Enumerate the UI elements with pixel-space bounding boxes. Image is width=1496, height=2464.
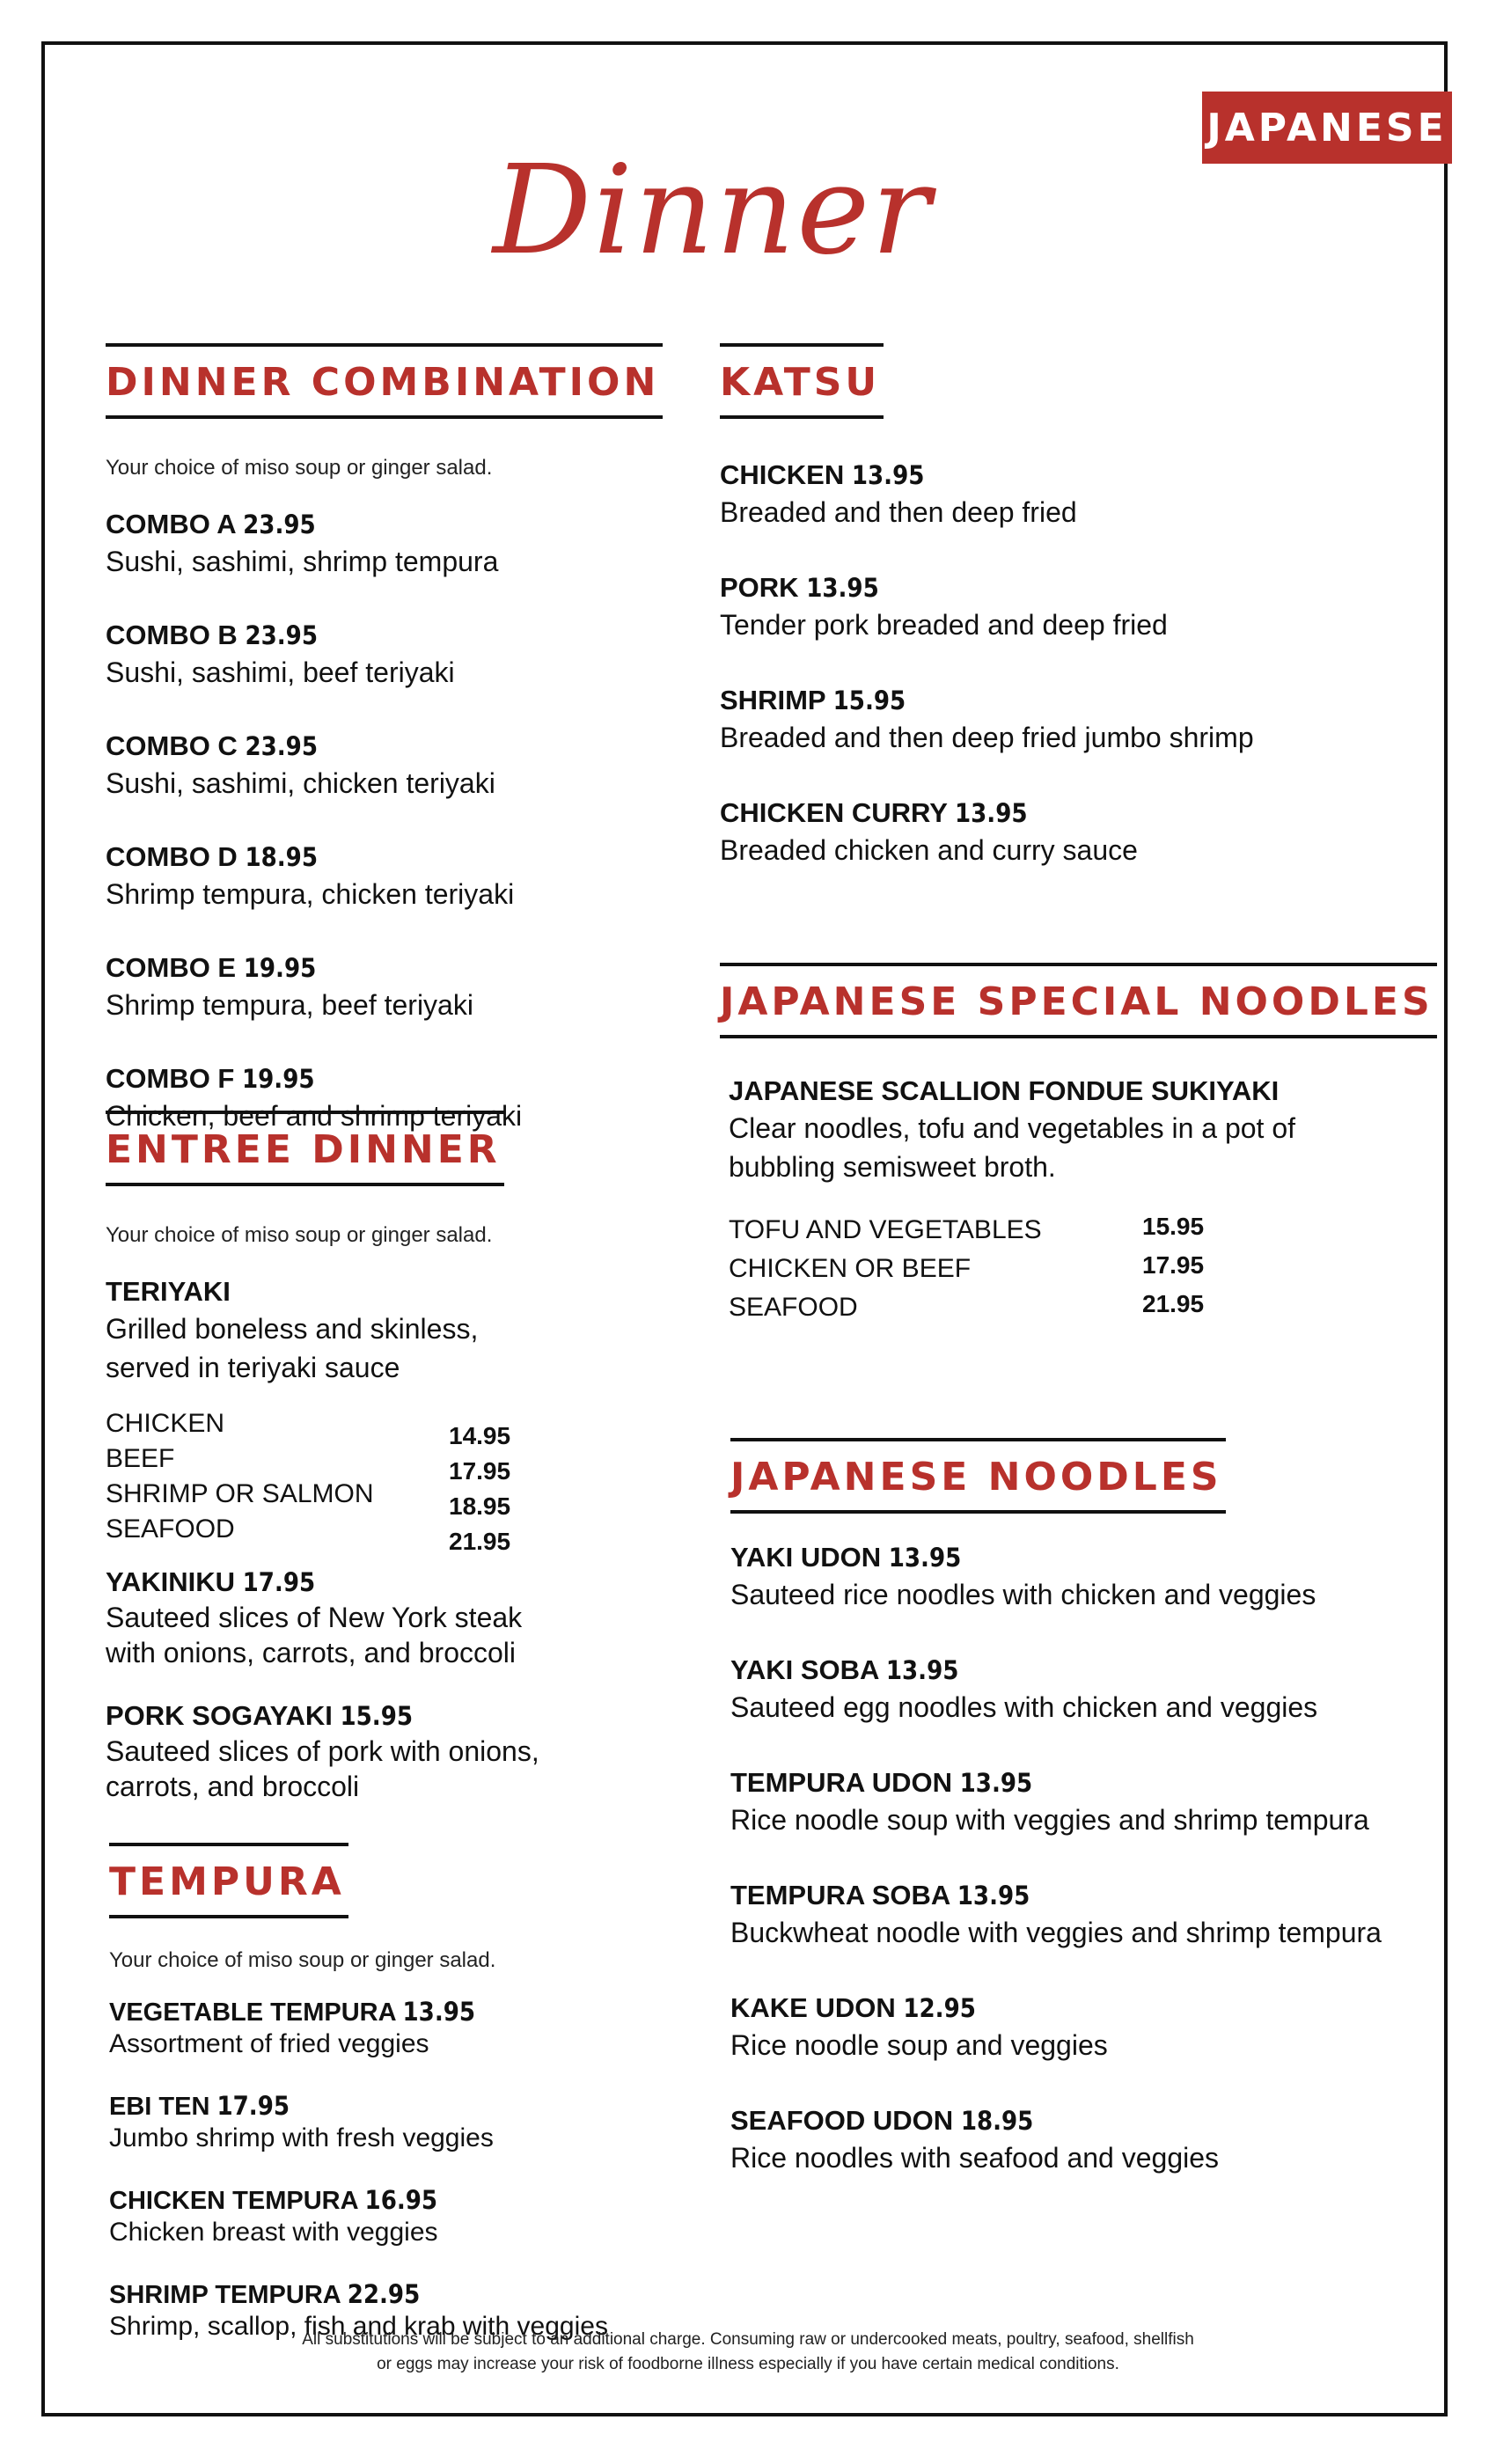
item-price: 15.95 [832,686,906,715]
item-price: 13.95 [402,1997,476,2027]
dinner-combination-section [106,343,678,1172]
menu-item [720,683,1406,757]
item-price: 19.95 [242,1064,315,1094]
dinner-combination-title: DINNER COMBINATION [106,343,663,419]
item-price: 13.95 [888,1543,962,1573]
option-price: 15.95 [1142,1213,1205,1240]
item-price: 12.95 [903,1993,976,2023]
menu-item [730,1765,1426,1839]
item-name: JAPANESE SCALLION FONDUE SUKIYAKI [729,1075,1280,1106]
menu-item [730,1878,1426,1952]
option-label: SEAFOOD [729,1293,858,1322]
item-name: PORK [720,572,799,603]
item-desc: Chicken, beef and shrimp teriyaki [106,1100,523,1132]
item-price: 19.95 [243,953,317,983]
item-name: COMBO E [106,952,237,983]
item-desc: Clear noodles, tofu and vegetables in a pot of [729,1112,1295,1144]
item-price: 18.95 [960,2106,1034,2136]
item-price: 13.95 [851,460,925,490]
item-name: COMBO D [106,841,238,872]
item-desc: served in teriyaki sauce [106,1352,400,1383]
option-label: CHICKEN [106,1409,225,1438]
item-price: 16.95 [364,2185,438,2215]
item-name: TEMPURA SOBA [730,1880,950,1910]
item-desc: Jumbo shrimp with fresh veggies [109,2123,494,2152]
item-name: TEMPURA UDON [730,1767,953,1798]
item-name: COMBO A [106,509,236,539]
menu-item [730,2103,1426,2177]
menu-item [720,458,1406,532]
footer-line: or eggs may increase your risk of foodborne illness especially if you have certain medical conditions. [377,2355,1119,2373]
menu-item [730,1540,1426,1614]
tempura-section [109,1843,681,2372]
item-price: 13.95 [954,798,1028,828]
item-price: 13.95 [957,1881,1030,1910]
noodles-title: JAPANESE NOODLES [730,1438,1226,1514]
entree-dinner-section [106,1111,678,1841]
item-desc: Shrimp tempura, chicken teriyaki [106,878,515,910]
item-name: YAKI UDON [730,1542,882,1573]
page-title-script: Dinner [493,139,933,282]
item-desc: Shrimp, scallop, fish and krab with veggies [109,2312,608,2341]
item-desc: Breaded and then deep fried jumbo shrimp [720,722,1254,753]
item-name: VEGETABLE TEMPURA [109,1998,396,2027]
cuisine-tag: JAPANESE [1202,92,1452,164]
item-name: SHRIMP TEMPURA [109,2281,341,2309]
item-desc: Chicken breast with veggies [109,2218,438,2247]
item-price: 23.95 [245,731,318,761]
item-desc: Shrimp tempura, beef teriyaki [106,989,473,1021]
option-label: CHICKEN OR BEEF [729,1254,972,1283]
katsu-title: KATSU [720,343,884,419]
entree-dinner-title: ENTREE DINNER [106,1111,504,1186]
sukiyaki-price-table [729,1211,1406,1327]
menu-item [106,840,678,913]
item-desc: Rice noodle soup and veggies [730,2029,1108,2061]
menu-item [106,1565,678,1670]
footer-line: All substitutions will be subject to an additional charge. Consuming raw or undercooked meats, poultry, seafood, shellfish [302,2330,1194,2349]
option-price: 18.95 [449,1492,511,1520]
item-name: YAKINIKU [106,1566,235,1597]
menu-item [106,618,678,692]
tempura-note: Your choice of miso soup or ginger salad. [109,1948,496,1972]
item-name: PORK SOGAYAKI [106,1700,333,1731]
menu-item [109,2090,681,2154]
option-price: 21.95 [449,1528,511,1555]
item-name: COMBO B [106,620,238,650]
menu-item [730,1991,1426,2064]
item-desc: Tender pork breaded and deep fried [720,609,1168,641]
sukiyaki-item [720,1074,1406,1327]
item-price: 23.95 [243,510,316,539]
item-price: 15.95 [340,1701,413,1731]
item-desc: Sushi, sashimi, chicken teriyaki [106,767,495,799]
menu-item [720,796,1406,869]
katsu-section [720,343,1406,906]
item-name: CHICKEN CURRY [720,797,948,828]
item-name: EBI TEN [109,2093,210,2121]
entree-dinner-note: Your choice of miso soup or ginger salad. [106,1223,493,1247]
item-desc: Sauteed slices of New York steak [106,1602,523,1633]
item-price: 22.95 [347,2279,421,2309]
noodles-section [730,1438,1426,2214]
item-desc: Sushi, sashimi, beef teriyaki [106,656,455,688]
item-price: 13.95 [959,1768,1033,1798]
item-desc: Breaded chicken and curry sauce [720,834,1138,866]
option-price: 14.95 [449,1422,511,1449]
menu-item [106,1698,678,1804]
item-name: COMBO F [106,1063,235,1094]
option-price: 21.95 [1142,1290,1205,1317]
special-noodles-title: JAPANESE SPECIAL NOODLES [720,963,1437,1038]
option-price: 17.95 [449,1457,511,1485]
item-price: 23.95 [245,620,318,650]
menu-item [106,507,678,581]
option-label: BEEF [106,1444,175,1473]
combo-list [106,507,678,1135]
item-desc: Rice noodles with seafood and veggies [730,2142,1220,2174]
item-name: SEAFOOD UDON [730,2105,954,2136]
special-noodles-section [720,963,1434,1327]
item-name: CHICKEN TEMPURA [109,2187,358,2215]
item-name: SHRIMP [720,685,826,715]
tempura-title: TEMPURA [109,1843,348,1918]
option-price: 17.95 [1142,1251,1205,1279]
item-desc: Assortment of fried veggies [109,2029,429,2058]
item-price: 17.95 [242,1567,316,1597]
menu-item [720,570,1406,644]
item-desc: Buckwheat noodle with veggies and shrimp tempura [730,1917,1382,1948]
menu-item [730,1653,1426,1727]
teriyaki-price-table [106,1406,678,1555]
item-name: YAKI SOBA [730,1654,879,1685]
dinner-combination-note: Your choice of miso soup or ginger salad. [106,456,493,480]
item-name: KAKE UDON [730,1992,896,2023]
item-desc: Sushi, sashimi, shrimp tempura [106,546,499,577]
item-name: TERIYAKI [106,1276,231,1307]
menu-item [109,1996,681,2060]
item-price: 13.95 [806,573,879,603]
menu-item [106,729,678,803]
option-label: TOFU AND VEGETABLES [729,1215,1042,1244]
item-desc: Sauteed egg noodles with chicken and veggies [730,1691,1318,1723]
option-label: SEAFOOD [106,1514,235,1544]
item-desc: bubbling semisweet broth. [729,1151,1056,1183]
item-price: 17.95 [216,2091,290,2121]
item-desc: Rice noodle soup with veggies and shrimp tempura [730,1804,1369,1836]
item-price: 13.95 [885,1655,959,1685]
menu-item [106,950,678,1024]
menu-item [109,2184,681,2248]
item-desc: Sauteed slices of pork with onions, [106,1735,539,1767]
item-name: CHICKEN [720,459,845,490]
item-desc: Grilled boneless and skinless, [106,1313,479,1345]
item-desc: carrots, and broccoli [106,1771,360,1802]
footer-disclaimer [158,2328,1338,2377]
menu-item-teriyaki [106,1274,678,1555]
item-price: 18.95 [245,842,318,872]
item-desc: Sauteed rice noodles with chicken and veggies [730,1579,1316,1610]
item-name: COMBO C [106,730,238,761]
item-desc: with onions, carrots, and broccoli [106,1637,516,1668]
item-desc: Breaded and then deep fried [720,496,1077,528]
option-label: SHRIMP OR SALMON [106,1479,374,1508]
